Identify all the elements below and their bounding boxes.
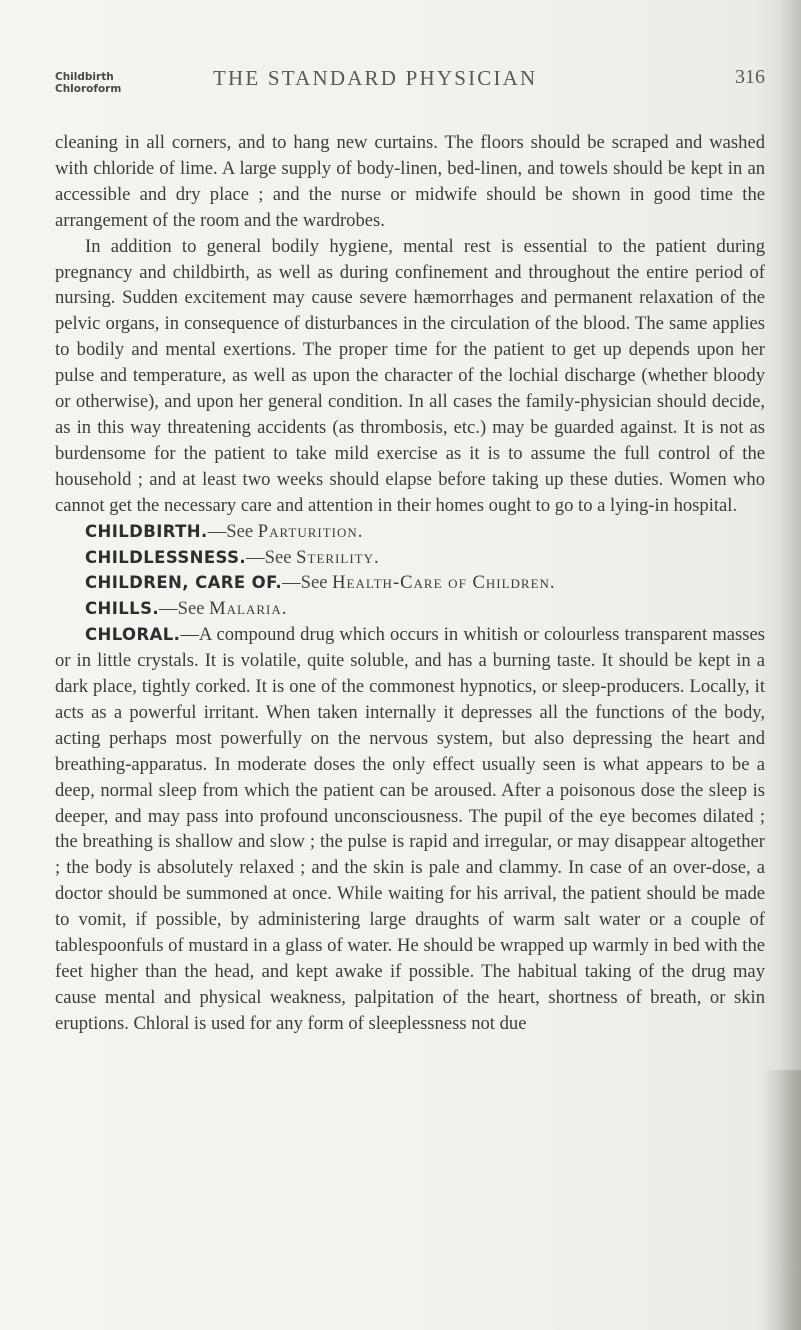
page-corner-shadow [761, 1070, 801, 1330]
page-number: 316 [735, 66, 765, 88]
entry-see: —See [159, 598, 210, 620]
page-header [55, 66, 765, 116]
entry-reference: Sterility. [296, 546, 380, 568]
entry-term: CHILDBIRTH. [85, 521, 208, 541]
entry-term: CHILDREN, CARE OF. [85, 573, 283, 593]
entry-reference: Health-Care of Children. [332, 572, 556, 594]
entry-definition: —A compound drug which occurs in whitish or colourless transparent masses or in little crystals. It is volatile, quite soluble, and has a burning taste. It should be kept in a dark place, tightly corked. It is one of the commonest hypnotics, or sleep-producers. Locally, it acts as a powerful irritant. When taken internally it depresses all the functions of the body, acting perhaps most powerfully on the nervous system, but also depressing the heart and breathing-apparatus. In moderate doses the only effect usually seen is what appears to be a deep, normal sleep from which the patient can be aroused. After a poisonous dose the sleep is deeper, and may pass into profound unconsciousness. The pupil of the eye becomes dilated ; the breathing is shallow and slow ; the pulse is rapid and irregular, or may disappear altogether ; the body is absolutely relaxed ; and the skin is pale and clammy. In case of an over-dose, a doctor should be summoned at once. While waiting for his arrival, the patient should be made to vomit, if possible, by administering large draughts of warm salt water or a couple of tablespoonfuls of mustard in a glass of water. He should be wrapped up warmly in bed with the feet higher than the head, and kept awake if possible. The habitual taking of the drug may cause mental and physical weakness, palpitation of the heart, shortness of breath, or skin eruptions. Chloral is used for any form of sleeplessness not due [55, 624, 765, 1034]
entry-children-care [55, 570, 765, 596]
entry-see: —See [207, 520, 258, 542]
entry-reference: Parturition. [257, 520, 364, 542]
entry-see: —See [282, 572, 333, 594]
guide-word-bottom: Chloroform [55, 83, 122, 95]
body-text [55, 130, 765, 1037]
guide-word-top: Childbirth [55, 71, 114, 83]
entry-chloral [55, 622, 765, 1037]
entry-term: CHLORAL. [85, 625, 181, 645]
guide-words [55, 71, 121, 95]
paragraph: In addition to general bodily hygiene, mental rest is essential to the patient during pregnancy and childbirth, as well as during confinement and throughout the entire period of nursing. Sudden excitement may cause severe hæmorrhages and permanent relaxation of the pelvic organs, in consequence of disturbances in the circulation of the blood. The same applies to bodily and mental exertions. The proper time for the patient to get up depends upon her pulse and temperature, as well as upon the character of the lochial discharge (whether bloody or otherwise), and upon her general condition. In all cases the family-physician should decide, as in this way threatening accidents (as thrombosis, etc.) may be guarded against. It is not as burdensome for the patient to take mild exercise as it is to assume the full control of the household ; and at least two weeks should elapse before taking up these duties. Women who cannot get the necessary care and attention in their homes ought to go to a lying-in hospital. [55, 235, 765, 516]
entry-chills [55, 596, 765, 622]
entry-childlessness [55, 545, 765, 571]
entry-term: CHILDLESSNESS. [85, 547, 247, 567]
entry-reference: Malaria. [209, 598, 288, 620]
entry-term: CHILLS. [85, 599, 160, 619]
entry-see: —See [246, 546, 297, 568]
running-title: THE STANDARD PHYSICIAN [213, 66, 538, 90]
paragraph-continued: cleaning in all corners, and to hang new curtains. The floors should be scraped and washed with chloride of lime. A large supply of body-linen, bed-linen, and towels should be kept in an accessible and dry place ; and the nurse or midwife should be shown in good time the arrangement of the room and the wardrobes. [55, 132, 765, 231]
entry-childbirth [55, 519, 765, 545]
